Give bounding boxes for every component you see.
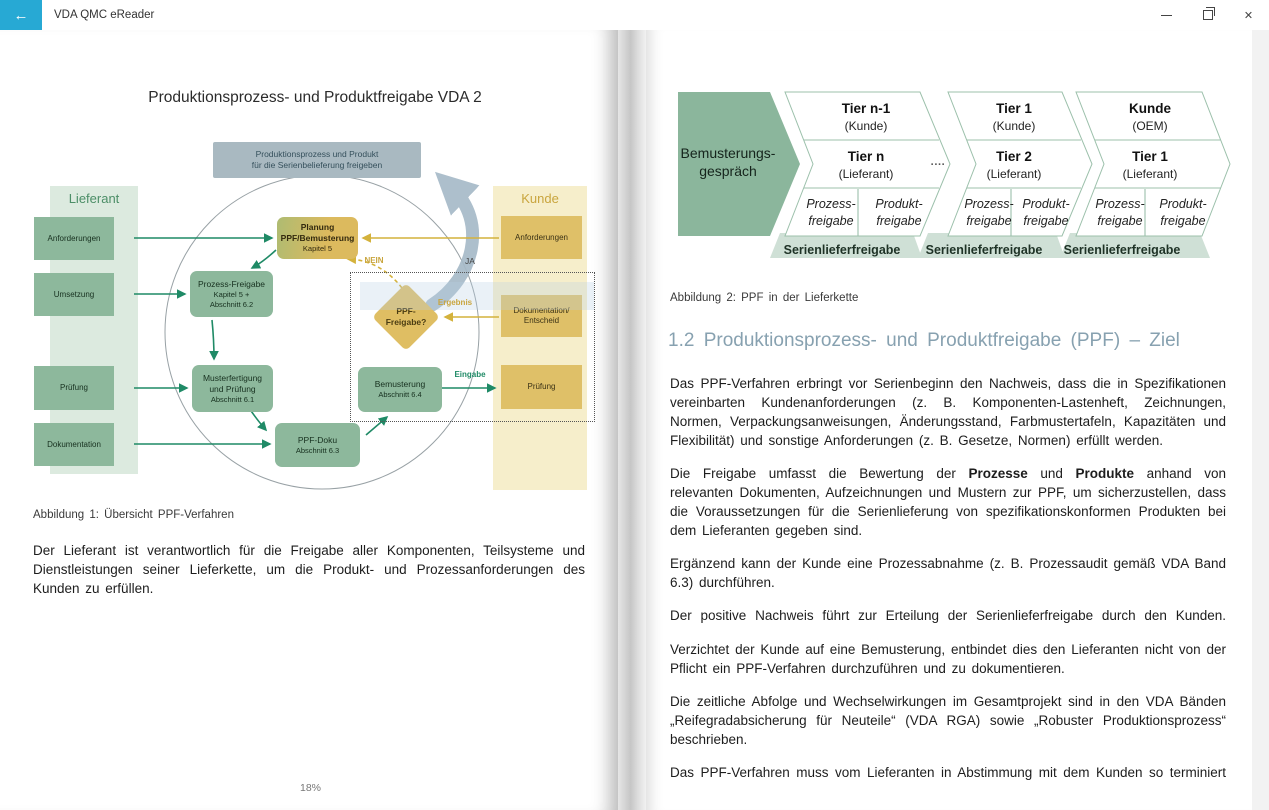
ellipsis-dots: ····: [930, 159, 946, 171]
paragraph-1: Das PPF-Verfahren erbringt vor Serienbeginn den Nachweis, dass die in Spezifikationen vereinbarten Kundenanforderungen (z. B. Komponenten-Lastenheft, Zeichnungen, Normen, Verpackungsanweisungen, Änderungsstand, Farbmustertafeln, Kapazitäten und Flexibilität) und sonstige Anforderungen (z. B. Gesetze, Normen) erfüllt werden.: [670, 376, 1226, 448]
g2-banner-label: Serienlieferfreigabe: [925, 243, 1043, 257]
supplier-row-anforderungen: Anforderungen: [34, 217, 114, 260]
g1-cell2-line2: freigabe: [876, 214, 922, 228]
label-ergebnis: Ergebnis: [437, 298, 473, 307]
back-arrow-icon: ←: [13, 6, 29, 24]
g3-row2-sub: (Lieferant): [1122, 167, 1178, 181]
figure1-title: Produktionsprozess- und Produktfreigabe VDA 2: [148, 89, 482, 106]
g1-banner-label: Serienlieferfreigabe: [783, 243, 901, 257]
g3-row2-bold: Tier 1: [1132, 149, 1168, 164]
g1-row2-bold: Tier n: [847, 149, 885, 164]
g2-cell2-line1: Produkt-: [1022, 197, 1070, 211]
g3-cell2-line1: Produkt-: [1159, 197, 1207, 211]
label-nein: NEIN: [364, 256, 384, 265]
g2-cell1-line2: freigabe: [966, 214, 1012, 228]
figure1-caption: Abbildung 1: Übersicht PPF-Verfahren: [33, 509, 234, 521]
supplier-row-umsetzung: Umsetzung: [34, 273, 114, 316]
label-eingabe: Eingabe: [454, 370, 486, 379]
window-controls: [1146, 0, 1269, 30]
customer-row-dokumentation-entscheid: Dokumentation/ Entscheid: [501, 295, 582, 337]
figure2-diagram: [672, 88, 1252, 266]
figure1-diagram: [30, 130, 600, 502]
g2-row2-bold: Tier 2: [996, 149, 1032, 164]
prozess-freigabe-box: Prozess-Freigabe Kapitel 5 + Abschnitt 6.2: [190, 271, 273, 317]
paragraph-6: Die zeitliche Abfolge und Wechselwirkungen im Gesamtprojekt sind in den VDA Bänden „Reifegradabsicherung für Neuteile“ (VDA RGA) sowie „Robuster Produktionsprozess“ beschrieben.: [670, 694, 1226, 747]
paragraph-2: Die Freigabe umfasst die Bewertung der Prozesse und Produkte anhand von relevanten Dokumenten, Aufzeichnungen und Mustern zur PPF, um sicherzustellen, dass die Voraussetzungen für die Serienlieferung von spezifikationskonformen Produkten bei dem Lieferanten gegeben sind.: [670, 466, 1226, 538]
right-page: [646, 30, 1252, 810]
page-gutter: [618, 30, 646, 810]
ppf-freigabe-decision: PPF- Freigabe?: [372, 283, 440, 351]
planung-box: Planung PPF/Bemusterung Kapitel 5: [277, 217, 358, 259]
g1-row1-sub: (Kunde): [844, 119, 888, 133]
paragraph-3: Ergänzend kann der Kunde eine Prozessabnahme (z. B. Prozessaudit gemäß VDA Band 6.3) durchführen.: [670, 556, 1226, 591]
minimize-icon: [1161, 15, 1172, 16]
label-ja: JA: [465, 256, 475, 266]
customer-header: Kunde: [521, 191, 559, 206]
g2-row2-sub: (Lieferant): [986, 167, 1042, 181]
section-heading: 1.2 Produktionsprozess- und Produktfreigabe (PPF) – Ziel: [668, 330, 1180, 351]
g3-row1-bold: Kunde: [1129, 101, 1171, 116]
g1-row2-sub: (Lieferant): [838, 167, 894, 181]
g2-row1-bold: Tier 1: [996, 101, 1032, 116]
paragraph-4: Der positive Nachweis führt zur Erteilung der Serienlieferfreigabe durch den Kunden.: [670, 608, 1226, 624]
musterfertigung-box: Musterfertigung und Prüfung Abschnitt 6.1: [192, 365, 273, 412]
left-page-paragraph: Der Lieferant ist verantwortlich für die Freigabe aller Komponenten, Teilsysteme und Dienstleistungen seiner Lieferkette, um die Produkt- und Prozessanforderungen des Kunden zu erfüllen.: [33, 543, 585, 596]
start-arrow-line1: Bemusterungs-: [680, 145, 776, 161]
left-page: [0, 30, 618, 810]
restore-button[interactable]: [1187, 0, 1228, 30]
g3-cell1-line1: Prozess-: [1095, 197, 1145, 211]
paragraph-7: Das PPF-Verfahren muss vom Lieferanten in Abstimmung mit dem Kunden so terminiert: [670, 765, 1226, 781]
g3-banner-label: Serienlieferfreigabe: [1063, 243, 1181, 257]
g3-row1-sub: (OEM): [1132, 119, 1168, 133]
restore-icon: [1203, 10, 1213, 20]
g1-cell1-line1: Prozess-: [806, 197, 856, 211]
figure2-caption: Abbildung 2: PPF in der Lieferkette: [670, 292, 859, 304]
close-button[interactable]: [1228, 0, 1269, 30]
section-body: [670, 375, 1226, 798]
supplier-row-pruefung: Prüfung: [34, 366, 114, 410]
dotted-boundary: [350, 272, 595, 422]
minimize-button[interactable]: [1146, 0, 1187, 30]
g2-cell2-line2: freigabe: [1023, 214, 1069, 228]
supplier-row-dokumentation: Dokumentation: [34, 423, 114, 466]
g2-row1-sub: (Kunde): [992, 119, 1036, 133]
supplier-header: Lieferant: [68, 191, 120, 206]
g1-cell2-line1: Produkt-: [875, 197, 923, 211]
g3-cell1-line2: freigabe: [1097, 214, 1143, 228]
customer-row-anforderungen: Anforderungen: [501, 216, 582, 259]
g2-cell1-line1: Prozess-: [964, 197, 1014, 211]
bemusterung-box: Bemusterung Abschnitt 6.4: [358, 367, 442, 412]
back-button[interactable]: [0, 0, 42, 30]
start-arrow-line2: gespräch: [699, 163, 757, 179]
close-icon: ✕: [1243, 9, 1254, 22]
ppf-doku-box: PPF-Doku Abschnitt 6.3: [275, 423, 360, 467]
app-title: VDA QMC eReader: [54, 9, 155, 21]
release-statement-box: Produktionsprozess und Produkt für die Serienbelieferung freigeben: [213, 142, 421, 178]
title-bar: [0, 0, 1269, 30]
g3-cell2-line2: freigabe: [1160, 214, 1206, 228]
customer-row-pruefung: Prüfung: [501, 365, 582, 409]
paragraph-5: Verzichtet der Kunde auf eine Bemusterung, entbindet dies den Lieferanten nicht von der Pflicht ein PPF-Verfahren durchzuführen und zu dokumentieren.: [670, 641, 1226, 676]
g1-row1-bold: Tier n-1: [841, 101, 891, 116]
reading-progress: 18%: [300, 782, 322, 794]
g1-cell1-line2: freigabe: [808, 214, 854, 228]
